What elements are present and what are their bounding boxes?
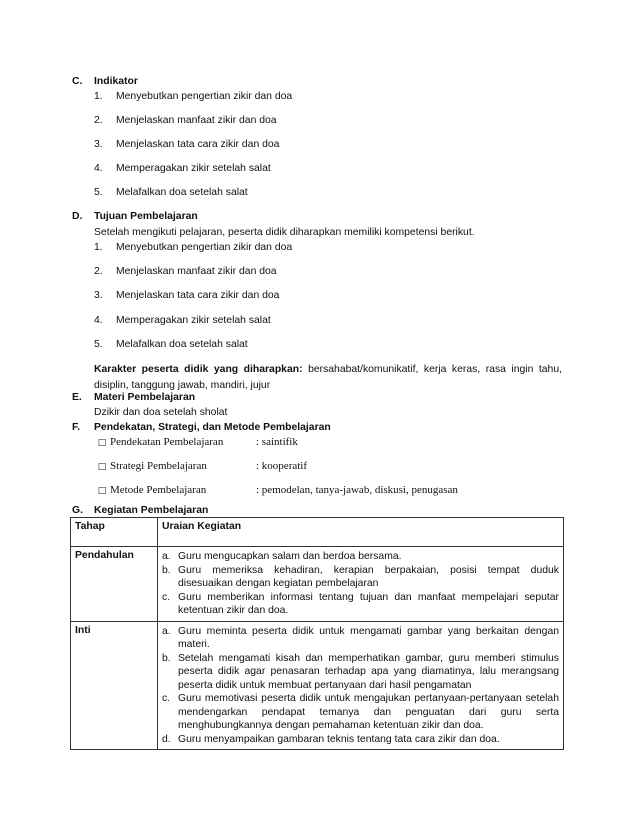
checkbox-icon: □: [97, 438, 107, 448]
row-value: : kooperatif: [256, 460, 308, 472]
row-label: Strategi Pembelajaran: [110, 460, 207, 472]
activity-letter: b.: [162, 564, 171, 576]
row-value: : pemodelan, tanya-jawab, diskusi, penugasan: [256, 484, 458, 496]
checkbox-icon: □: [97, 462, 107, 472]
section-title-text: Indikator: [94, 76, 138, 87]
item-text: Memperagakan zikir setelah salat: [116, 163, 271, 174]
item-text: Menyebutkan pengertian zikir dan doa: [116, 242, 293, 253]
item-number: 4.: [94, 163, 103, 174]
activity-letter: c.: [162, 693, 171, 704]
item-number: 3.: [94, 290, 103, 301]
activity-text: Guru mengucapkan salam dan berdoa bersama.: [178, 551, 402, 562]
section-pendekatan-title: [72, 422, 331, 433]
header-tahap: Tahap: [71, 518, 158, 547]
item-text: Melafalkan doa setelah salat: [116, 339, 248, 350]
karakter-text: bersahabat/komunikatif, kerja keras, rasa ingin tahu, disiplin, tanggung jawab, mandiri, jujur: [94, 364, 562, 391]
tujuan-item: [94, 339, 248, 350]
section-kegiatan-title: [72, 505, 208, 516]
item-number: 2.: [94, 266, 103, 277]
table-row: [71, 621, 564, 750]
item-number: 1.: [94, 242, 103, 253]
indikator-item: [94, 115, 277, 126]
item-text: Menjelaskan manfaat zikir dan doa: [116, 115, 277, 126]
strategi-row: [94, 460, 307, 472]
activity-text: Guru menyampaikan gambaran teknis tentang tata cara zikir dan doa.: [178, 733, 500, 745]
row-value: : saintifik: [256, 436, 298, 448]
activity-item: [162, 652, 559, 693]
karakter-label: Karakter peserta didik yang diharapkan:: [94, 364, 303, 375]
section-title-text: Materi Pembelajaran: [94, 392, 196, 403]
item-text: Melafalkan doa setelah salat: [116, 187, 248, 198]
section-title-text: Pendekatan, Strategi, dan Metode Pembelajaran: [94, 422, 331, 433]
activity-letter: a.: [162, 551, 171, 562]
activity-text: Setelah mengamati kisah dan memperhatikan gambar, guru memberi stimulus peserta didik agar penasaran terhadap apa yang diamatinya, lalu merangsang peserta didik untuk membuat pertanyaan dari hasil pengamatan: [178, 652, 559, 691]
activity-letter: b.: [162, 652, 171, 664]
activity-text: Guru meminta peserta didik untuk mengamati gambar yang berkaitan dengan materi.: [178, 625, 559, 650]
tujuan-intro: Setelah mengikuti pelajaran, peserta didik diharapkan memiliki kompetensi berikut.: [94, 227, 475, 238]
header-uraian: Uraian Kegiatan: [158, 518, 564, 547]
item-text: Menjelaskan tata cara zikir dan doa: [116, 290, 280, 301]
section-materi-title: [72, 392, 195, 403]
tahap-cell: Pendahulan: [71, 547, 158, 622]
item-text: Menjelaskan tata cara zikir dan doa: [116, 139, 280, 150]
item-number: 5.: [94, 339, 103, 350]
row-label: Metode Pembelajaran: [110, 484, 207, 496]
uraian-cell: [158, 547, 564, 622]
indikator-item: [94, 139, 279, 150]
metode-row: [94, 484, 458, 496]
section-title-text: Tujuan Pembelajaran: [94, 211, 198, 222]
activity-item: [162, 591, 559, 618]
item-number: 4.: [94, 315, 103, 326]
section-tujuan-title: [72, 211, 198, 222]
karakter-paragraph: [94, 362, 562, 394]
item-text: Memperagakan zikir setelah salat: [116, 315, 271, 326]
tahap-cell: Inti: [71, 621, 158, 750]
activity-item: [162, 733, 559, 747]
indikator-item: [94, 187, 248, 198]
pendekatan-row: [94, 436, 298, 448]
section-letter: D.: [72, 211, 83, 222]
indikator-item: [94, 91, 292, 102]
section-letter: C.: [72, 76, 83, 87]
indikator-item: [94, 163, 271, 174]
item-number: 3.: [94, 139, 103, 150]
tujuan-item: [94, 242, 292, 253]
activity-letter: a.: [162, 625, 171, 637]
table-row: [71, 547, 564, 622]
section-title-text: Kegiatan Pembelajaran: [94, 505, 209, 516]
tujuan-item: [94, 290, 279, 301]
activity-item: [162, 550, 559, 564]
section-letter: G.: [72, 505, 83, 516]
section-letter: F.: [72, 422, 81, 433]
activity-item: [162, 564, 559, 591]
checkbox-icon: □: [97, 486, 107, 496]
tujuan-item: [94, 266, 277, 277]
activity-text: Guru memberikan informasi tentang tujuan dan manfaat mempelajari seputar ketentuan zikir dan doa.: [178, 591, 559, 616]
item-text: Menjelaskan manfaat zikir dan doa: [116, 266, 277, 277]
activity-text: Guru memeriksa kehadiran, kerapian berpakaian, posisi tempat duduk disesuaikan dengan kegiatan pembelajaran: [178, 564, 559, 589]
activity-item: [162, 625, 559, 652]
row-label: Pendekatan Pembelajaran: [110, 436, 224, 448]
section-letter: E.: [72, 392, 82, 403]
item-text: Menyebutkan pengertian zikir dan doa: [116, 91, 293, 102]
item-number: 1.: [94, 91, 103, 102]
activity-text: Guru memotivasi peserta didik untuk mengajukan pertanyaan-pertanyaan setelah mendengarkan pendapat temanya dan penguatan dari guru serta menghubungkannya dengan pemahaman ketentuan zikir dan doa.: [178, 693, 559, 731]
item-number: 2.: [94, 115, 103, 126]
section-indikator-title: [72, 76, 138, 87]
kegiatan-table: [70, 517, 564, 750]
activity-letter: d.: [162, 733, 171, 745]
uraian-cell: [158, 621, 564, 750]
activity-letter: c.: [162, 591, 171, 603]
item-number: 5.: [94, 187, 103, 198]
table-header-row: [71, 518, 564, 547]
tujuan-item: [94, 315, 271, 326]
materi-text: Dzikir dan doa setelah sholat: [94, 407, 228, 418]
activity-item: [162, 692, 559, 733]
